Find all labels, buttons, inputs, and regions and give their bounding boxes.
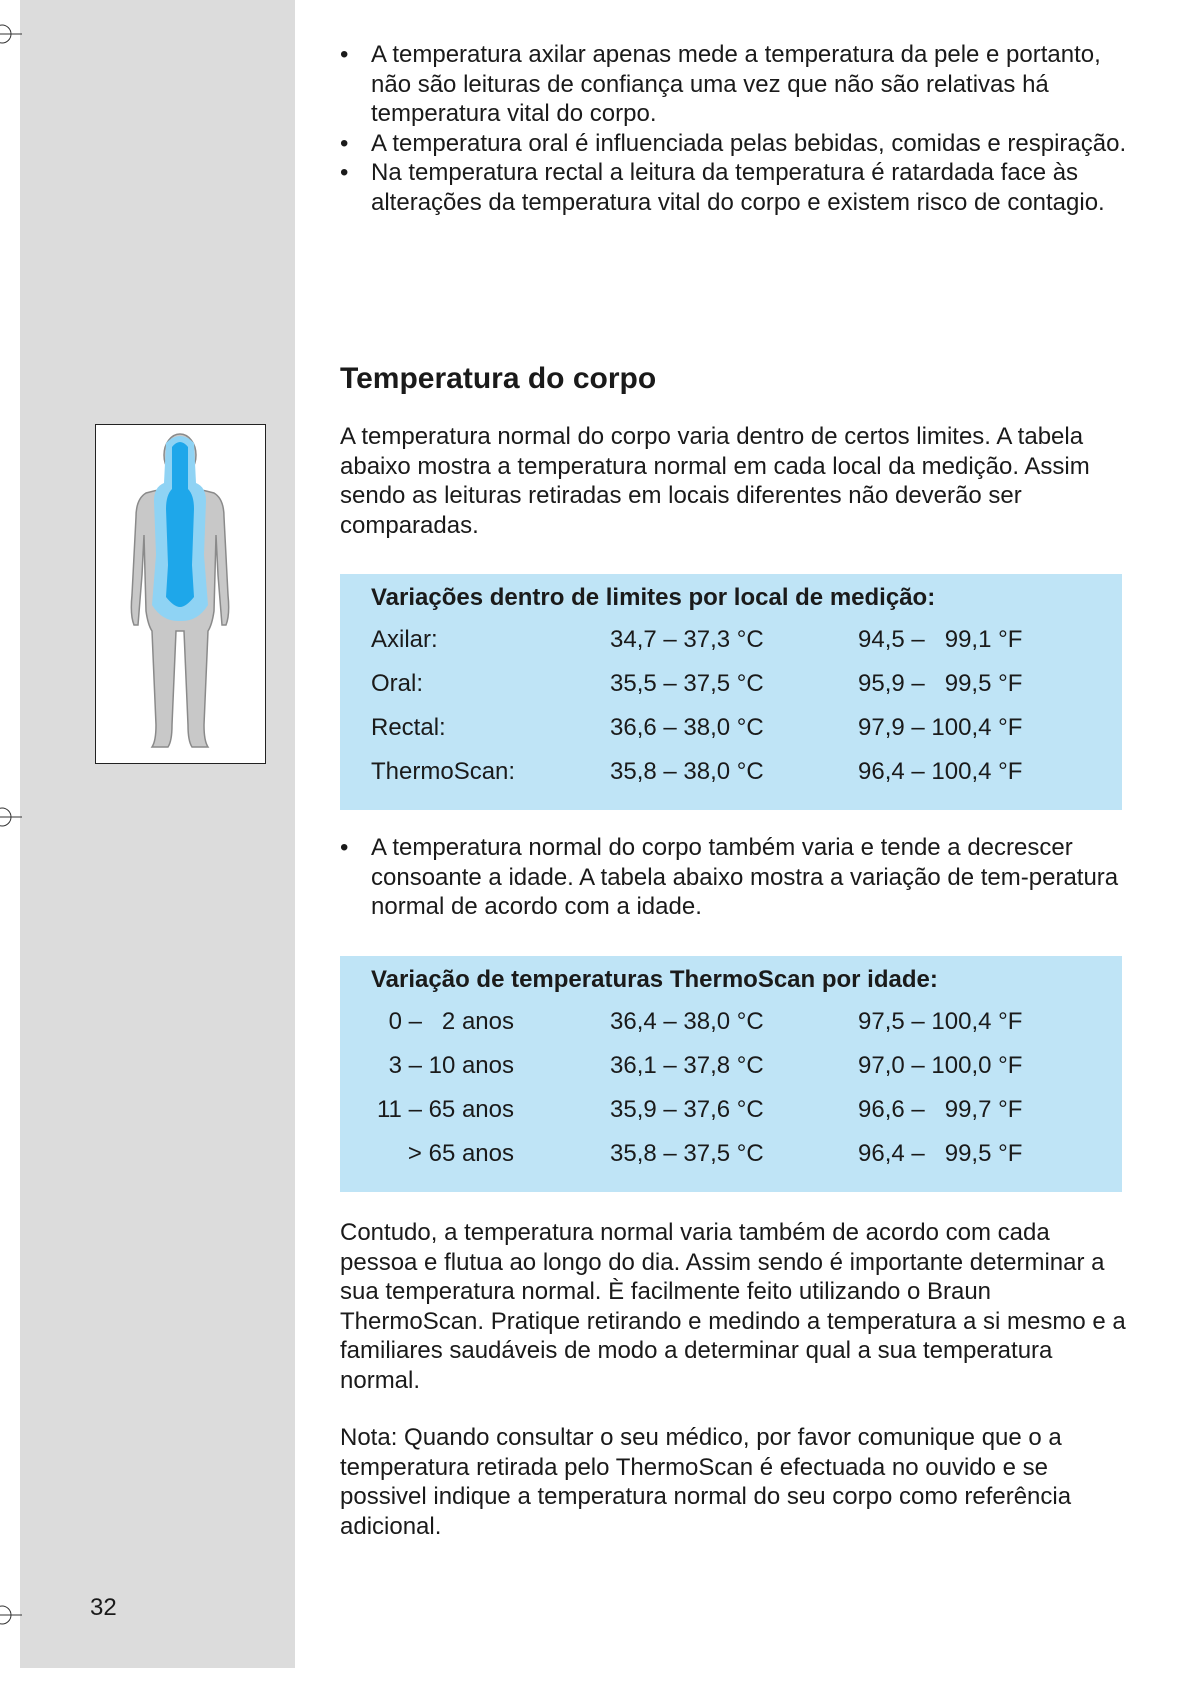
bullet-section-age [340,833,1130,922]
registration-mark [0,805,24,829]
body-temperature-figure [95,424,266,764]
table-row [340,1140,1122,1170]
intro-paragraph-container [340,422,1130,540]
table-row [340,1096,1122,1126]
celsius-range: 36,1 – 37,8 °C [610,1052,764,1079]
intro-paragraph: A temperatura normal do corpo varia dentro de certos limites. A tabela abaixo mostra a temperatura normal em cada local da medição. Assim sendo as leituras retiradas em locais diferentes não deverão ser comparadas. [340,423,1090,539]
closing-paragraph-container [340,1218,1130,1395]
celsius-range: 36,4 – 38,0 °C [610,1008,764,1035]
fahrenheit-range: 96,4 – 99,5 °F [858,1140,1023,1167]
celsius-range: 34,7 – 37,3 °C [610,626,764,653]
age-label: 3 – 10 anos [388,1052,514,1079]
fahrenheit-range: 97,9 – 100,4 °F [858,714,1023,741]
site-label: ThermoScan: [371,758,516,785]
site-label: Rectal: [371,714,446,741]
fahrenheit-range: 94,5 – 99,1 °F [858,626,1023,653]
celsius-range: 35,8 – 37,5 °C [610,1140,764,1167]
table-row [340,714,1122,744]
bullet-item-oral: • A temperatura oral é influenciada pelas bebidas, comidas e respiração. [340,129,1130,159]
celsius-range: 36,6 – 38,0 °C [610,714,764,741]
celsius-range: 35,8 – 38,0 °C [610,758,764,785]
bullet-section-measurement-sites [340,40,1130,217]
closing-paragraph: Contudo, a temperatura normal varia também de acordo com cada pessoa e flutua ao longo do dia. Assim sendo é importante determinar a sua temperatura normal. È facilmente feito utilizando o Braun ThermoScan. Pratique retirando e medindo a temperatura a si mesmo e a familiares saudáveis de modo a determinar qual a sua temperatura normal. [340,1219,1126,1394]
section-heading: Temperatura do corpo [340,362,657,395]
site-label: Axilar: [371,626,438,653]
table-row [340,626,1122,656]
celsius-range: 35,5 – 37,5 °C [610,670,764,697]
bullet-item-age: • A temperatura normal do corpo também varia e tende a decrescer consoante a idade. A tabela abaixo mostra a variação de tem-peratura normal de acordo com a idade. [340,833,1130,922]
celsius-range: 35,9 – 37,6 °C [610,1096,764,1123]
fahrenheit-range: 96,4 – 100,4 °F [858,758,1023,785]
fahrenheit-range: 97,5 – 100,4 °F [858,1008,1023,1035]
age-ranges-title: Variação de temperaturas ThermoScan por idade: [371,966,938,993]
age-label: 11 – 65 anos [376,1096,514,1123]
bullet-item-axillary: • A temperatura axilar apenas mede a temperatura da pele e portanto, não são leituras de confiança uma vez que não são relativas há temperatura vital do corpo. [340,40,1130,129]
site-label: Oral: [371,670,424,697]
note-paragraph-container [340,1423,1130,1541]
site-ranges-table [340,574,1122,810]
table-row [340,758,1122,788]
age-label: > 65 anos [407,1140,514,1167]
fahrenheit-range: 96,6 – 99,7 °F [858,1096,1023,1123]
bullet-list [340,40,1130,217]
note-paragraph: Nota: Quando consultar o seu médico, por favor comunique que o a temperatura retirada pelo ThermoScan é efectuada no ouvido e se possivel indique a temperatura normal do seu corpo como referência adicional. [340,1424,1072,1540]
bullet-item-rectal: • Na temperatura rectal a leitura da temperatura é ratardada face às alterações da temperatura vital do corpo e existem risco de contagio. [340,158,1130,217]
age-ranges-table [340,956,1122,1192]
fahrenheit-range: 97,0 – 100,0 °F [858,1052,1023,1079]
table-row [340,670,1122,700]
site-ranges-title: Variações dentro de limites por local de medição: [371,584,936,611]
registration-mark [0,1603,24,1627]
bullet-list [340,833,1130,922]
human-body-illustration [96,425,265,763]
registration-mark [0,22,24,46]
left-margin-column [20,0,295,1668]
table-row [340,1008,1122,1038]
fahrenheit-range: 95,9 – 99,5 °F [858,670,1023,697]
page-number: 32 [90,1594,117,1621]
age-label: 0 – 2 anos [388,1008,514,1035]
table-row [340,1052,1122,1082]
